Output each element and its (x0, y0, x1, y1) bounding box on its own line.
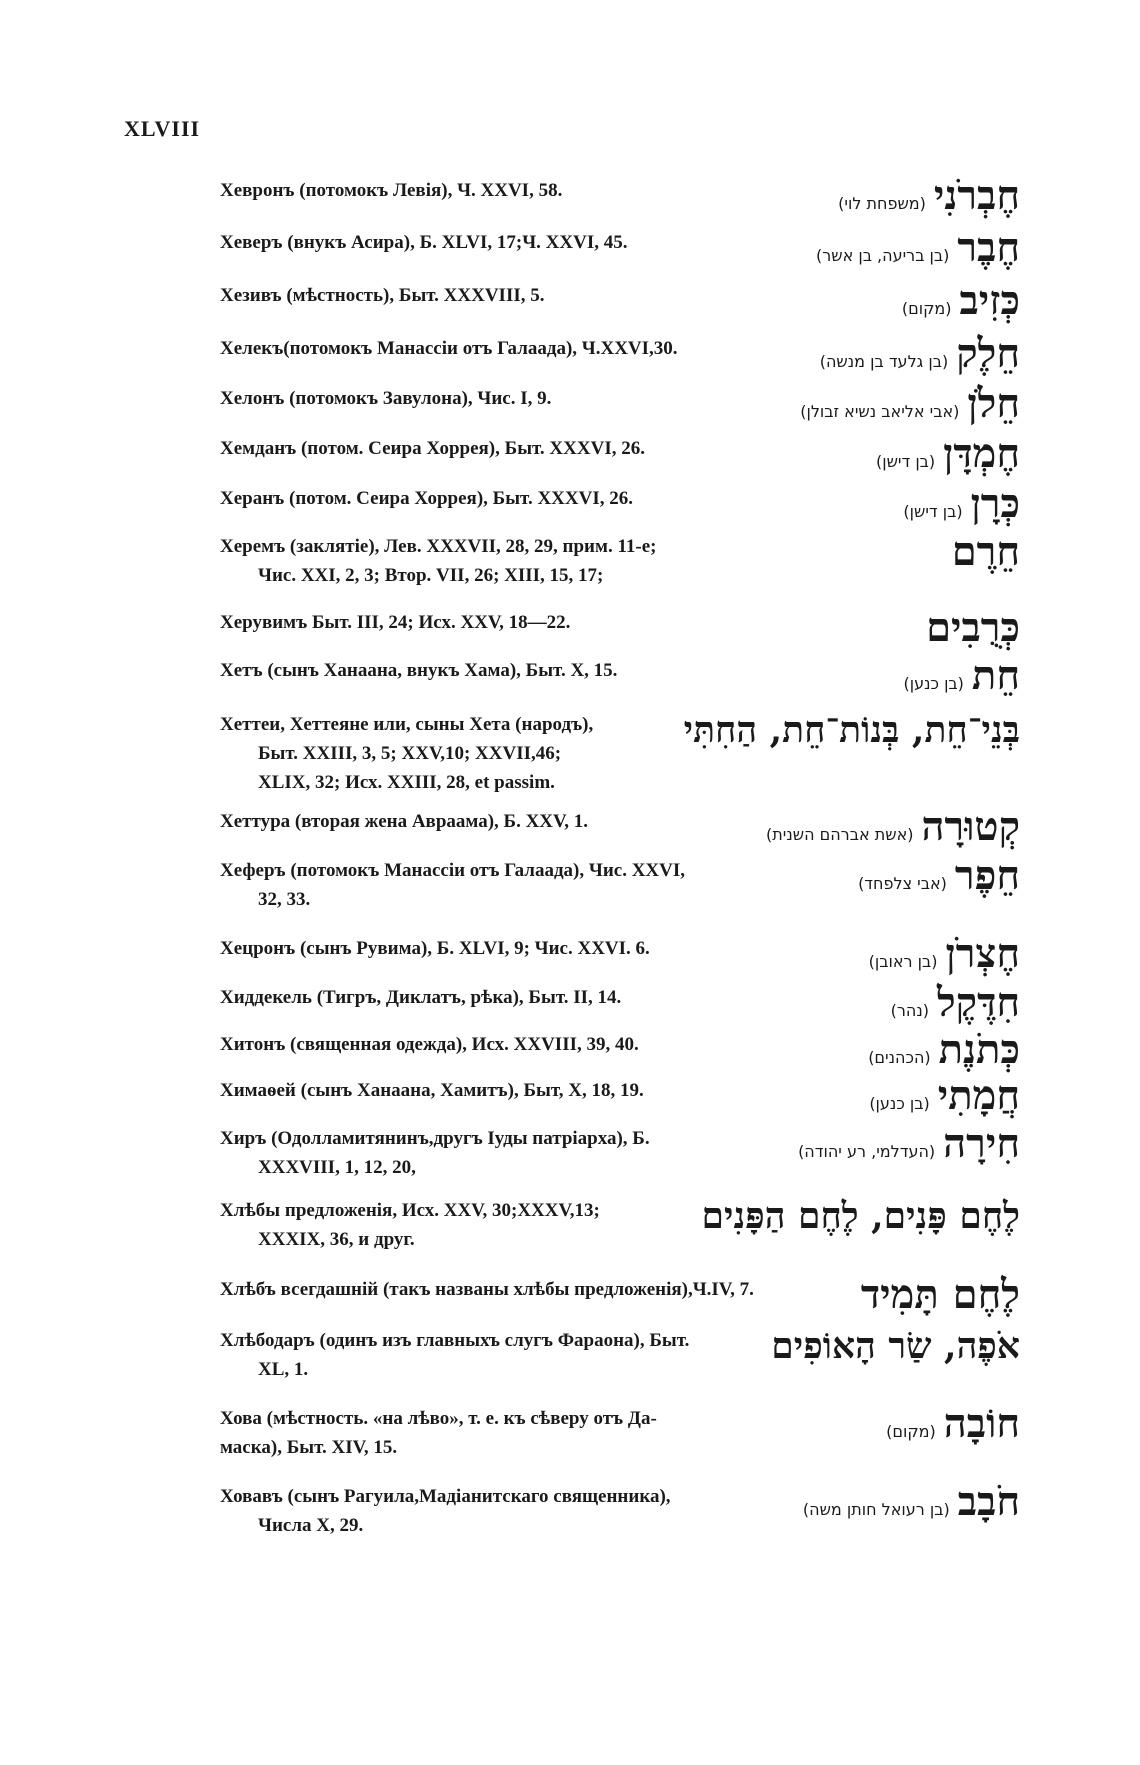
entry-line: Херанъ (потом. Сеира Хоррея), Быт. XXXVI, 26. (220, 488, 633, 509)
hebrew-term (868, 1026, 1020, 1073)
hebrew-word: חֶצְרֹן (945, 930, 1020, 977)
hebrew-term (819, 330, 1020, 377)
entry-line: Херемъ (заклятіе), Лев. XXXVII, 28, 29, прим. 11-е; (220, 536, 657, 557)
hebrew-word: חִדֶּקֶל (936, 979, 1020, 1026)
entry-line: Херувимъ Быт. III, 24; Исх. XXV, 18—22. (220, 612, 571, 633)
hebrew-note: (בן כנען) (869, 1094, 930, 1113)
entry-line: Хлѣбъ всегдашній (такъ названы хлѣбы предложенія),Ч.IV, 7. (220, 1279, 754, 1300)
hebrew-note: (אבי צלפחד) (858, 874, 947, 893)
entry-line: Хемданъ (потом. Сеира Хоррея), Быт. XXXVI, 26. (220, 438, 645, 459)
entry-line: Хеверъ (внукъ Асира), Б. XLVI, 17;Ч. XXVI, 45. (220, 232, 628, 253)
hebrew-word: כְּתֹנֶת (938, 1026, 1020, 1073)
hebrew-word: לֶחֶם פָּנִים, לֶחֶם הַפָּנִים (701, 1195, 1020, 1237)
hebrew-word: חֵרֶם (951, 528, 1020, 575)
entry-line: маска), Быт. XIV, 15. (220, 1437, 398, 1458)
entry-line: Хеттеи, Хеттеяне или, сыны Хета (народъ), (220, 714, 594, 735)
hebrew-word: לֶחֶם תָּמִיד (860, 1271, 1020, 1318)
hebrew-word: חֶבֶר (957, 224, 1020, 271)
entry-text (220, 1076, 820, 1105)
hebrew-note: (בן ראובן) (868, 952, 938, 971)
entry-text (220, 1482, 820, 1540)
hebrew-note: (בן גלעד בן מנשה) (819, 352, 949, 371)
entry-text (220, 1326, 820, 1384)
entry-line: 32, 33. (258, 889, 311, 910)
hebrew-term (926, 604, 1020, 651)
hebrew-term (903, 480, 1020, 527)
entry-text (220, 807, 820, 836)
hebrew-word: חֶמְדָּן (943, 430, 1020, 477)
hebrew-word: חֵפֶר (954, 852, 1020, 899)
entry-line: XXXIX, 36, и друг. (258, 1229, 415, 1250)
page-number: XLVIII (124, 116, 201, 141)
entry-text (220, 228, 820, 257)
entry-text (220, 281, 820, 310)
hebrew-note: (משפחת לוי) (838, 194, 926, 213)
hebrew-word: חוֹבָה (943, 1400, 1020, 1447)
entry-line: Хезивъ (мѣстность), Быт. XXXVIII, 5. (220, 285, 545, 306)
hebrew-term (802, 1478, 1020, 1525)
hebrew-word: כְּזִיב (959, 277, 1020, 324)
entry-line: Ховавъ (сынъ Рагуила,Мадіанитскаго священника), (220, 1486, 671, 1507)
entry-text (220, 532, 820, 590)
hebrew-term (951, 528, 1020, 575)
entry-text (220, 384, 820, 413)
entry-text (220, 334, 820, 363)
entry-line: Хетъ (сынъ Ханаана, внукъ Хама), Быт. X, 15. (220, 660, 618, 681)
hebrew-note: (אשת אברהם השנית) (765, 825, 914, 844)
hebrew-word: בְּנֵי־חֵת, בְּנוֹת־חֵת, הַחִתִּי (683, 709, 1020, 751)
entry-text (220, 608, 820, 637)
hebrew-term (868, 930, 1020, 977)
entry-text (220, 434, 820, 463)
hebrew-note: (הכהנים) (868, 1048, 931, 1067)
hebrew-note: (העדלמי, רע יהודה) (798, 1142, 936, 1161)
entry-line: Химаѳей (сынъ Ханаана, Хамитъ), Быт, X, 18, 19. (220, 1080, 644, 1101)
hebrew-term (702, 1196, 1020, 1236)
hebrew-term (890, 979, 1020, 1026)
hebrew-word: חֵלֶק (956, 330, 1020, 377)
hebrew-word: קְטוּרָה (921, 803, 1020, 850)
hebrew-term (860, 1271, 1020, 1318)
entry-line: Чис. XXI, 2, 3; Втор. VII, 26; XIII, 15, 17; (258, 565, 604, 586)
hebrew-term (869, 1072, 1020, 1119)
hebrew-word: חֹבָב (957, 1478, 1020, 1525)
entry-line: Хитонъ (священная одежда), Исх. XXVIII, 39, 40. (220, 1034, 639, 1055)
hebrew-term (875, 430, 1020, 477)
entry-line: Быт. XXIII, 3, 5; XXV,10; XXVII,46; (258, 743, 562, 764)
hebrew-term (886, 1400, 1020, 1447)
hebrew-term (903, 652, 1021, 699)
hebrew-note: (בן דישן) (903, 502, 963, 521)
entry-line: XL, 1. (258, 1359, 309, 1380)
entry-line: XLIX, 32; Исх. XXIII, 28, et passim. (258, 772, 555, 793)
entry-line: Хеферъ (потомокъ Манассіи отъ Галаада), Чис. XXVI, (220, 860, 686, 881)
entry-text (220, 1030, 820, 1059)
hebrew-note: (בן דישן) (875, 452, 936, 471)
entry-text (220, 1124, 820, 1182)
hebrew-word: חֵת (971, 652, 1020, 699)
entry-line: Хлѣбодаръ (одинъ изъ главныхъ слугъ Фараона), Быт. (220, 1330, 690, 1351)
entry-text (220, 856, 820, 914)
entry-line: Хлѣбы предложенія, Исх. XXV, 30;XXXV,13; (220, 1200, 600, 1221)
hebrew-note: (בן כנען) (903, 674, 964, 693)
hebrew-note: (נהר) (890, 1001, 929, 1020)
entry-text (220, 484, 820, 513)
entry-text (220, 1275, 820, 1304)
hebrew-word: חִירָה (943, 1120, 1020, 1167)
hebrew-term (798, 1120, 1020, 1167)
hebrew-term (838, 172, 1020, 219)
entry-line: XXXVIII, 1, 12, 20, (258, 1157, 416, 1178)
hebrew-note: (מקום) (901, 299, 952, 318)
hebrew-term (771, 1326, 1020, 1366)
hebrew-word: חֲמָתִי (937, 1072, 1020, 1119)
hebrew-term (800, 380, 1020, 427)
hebrew-note: (בן בריעה, בן אשר) (815, 246, 950, 265)
hebrew-word: חֶבְרֹנִי (933, 172, 1020, 219)
hebrew-term (765, 803, 1020, 850)
entry-line: Хова (мѣстность. «на лѣво», т. е. къ сѣверу отъ Да- (220, 1408, 657, 1429)
hebrew-note: (בן רעואל חותן משה) (802, 1500, 950, 1519)
hebrew-word: כְּרָן (970, 480, 1020, 527)
hebrew-word: אֹפֶה, שַׂר הָאוֹפִים (771, 1325, 1020, 1367)
hebrew-word: כְּרֻבִים (926, 604, 1020, 651)
hebrew-note: (אבי אליאב נשיא זבולן) (800, 402, 960, 421)
hebrew-word: חֵלֹן (967, 380, 1020, 427)
entry-line: Хиддекель (Тигръ, Диклатъ, рѣка), Быт. II, 14. (220, 987, 622, 1008)
hebrew-term (858, 852, 1020, 899)
entry-line: Хиръ (Одолламитянинъ,другъ Іуды патріарха), Б. (220, 1128, 650, 1149)
entry-line: Хеттура (вторая жена Авраама), Б. XXV, 1. (220, 811, 589, 832)
entry-line: Хелекъ(потомокъ Манассіи отъ Галаада), Ч.XXVI,30. (220, 338, 678, 359)
entry-text (220, 176, 820, 205)
entry-text (220, 656, 820, 685)
entry-text (220, 934, 820, 963)
entry-line: Хелонъ (потомокъ Завулона), Чис. I, 9. (220, 388, 552, 409)
entry-line: Хецронъ (сынъ Рувима), Б. XLVI, 9; Чис. XXVI. 6. (220, 938, 650, 959)
entry-text (220, 983, 820, 1012)
hebrew-note: (מקום) (886, 1422, 936, 1441)
entry-line: Хевронъ (потомокъ Левія), Ч. XXVI, 58. (220, 180, 563, 201)
entry-line: Числа X, 29. (258, 1515, 364, 1536)
hebrew-term (901, 277, 1020, 324)
hebrew-term (684, 710, 1020, 750)
hebrew-term (815, 224, 1020, 271)
entry-text (220, 1404, 820, 1462)
